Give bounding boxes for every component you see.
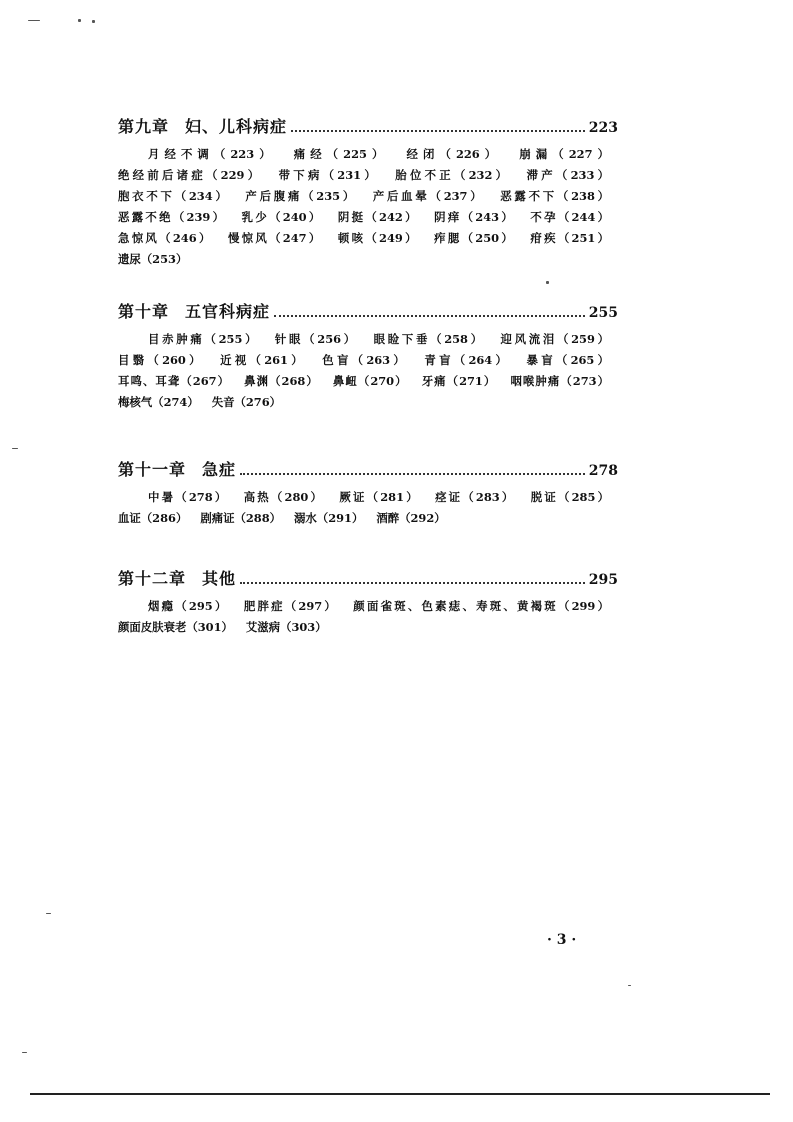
- toc-entry[interactable]: 疳疾（251）: [530, 231, 610, 245]
- chapter-page: 295: [588, 572, 618, 588]
- toc-entry[interactable]: 痛经（225）: [293, 147, 389, 161]
- toc-entry[interactable]: 阴挺（242）: [337, 210, 419, 224]
- toc-entry[interactable]: 绝经前后诸症（229）: [118, 168, 263, 182]
- entry-list: [118, 144, 618, 270]
- toc-entry[interactable]: 经闭（226）: [406, 147, 502, 161]
- scan-speck: [92, 20, 95, 23]
- dot-leader: [240, 472, 585, 475]
- toc-entry[interactable]: 艾滋病（303）: [245, 620, 327, 634]
- chapter-heading[interactable]: [118, 114, 618, 138]
- scan-speck: [628, 985, 631, 986]
- chapter-number: 第十一章: [118, 460, 187, 479]
- chapter-number: 第十二章: [118, 569, 187, 588]
- toc-entry[interactable]: 不孕（244）: [530, 210, 610, 224]
- toc-entry[interactable]: 慢惊风（247）: [227, 231, 323, 245]
- toc-entry[interactable]: 酒醉（292）: [376, 511, 446, 525]
- toc-entry[interactable]: 鼻渊（268）: [244, 374, 319, 388]
- chapter-number: 第九章: [118, 117, 170, 136]
- chapter-title: 妇、儿科病症: [185, 117, 288, 136]
- scan-speck: [12, 448, 18, 449]
- scan-speck: [28, 20, 40, 21]
- chapter-page: 278: [588, 463, 618, 479]
- chapter-page: 223: [588, 120, 618, 136]
- toc-entry[interactable]: 失音（276）: [211, 395, 282, 409]
- chapter-10: [118, 299, 618, 413]
- scan-speck: [46, 913, 51, 914]
- dot-leader: [291, 129, 585, 132]
- toc-entry[interactable]: 目翳（260）: [118, 353, 204, 367]
- toc-entry[interactable]: 恶露不绝（239）: [118, 210, 227, 224]
- toc-entry[interactable]: 剧痛证（288）: [200, 511, 282, 525]
- dot-leader: [240, 581, 585, 584]
- scan-speck: [22, 1052, 27, 1053]
- toc-entry[interactable]: 顿咳（249）: [337, 231, 419, 245]
- chapter-number: 第十章: [118, 302, 170, 321]
- toc-entry[interactable]: 青盲（264）: [424, 353, 511, 367]
- toc-entry[interactable]: 脱证（285）: [530, 490, 610, 504]
- chapter-heading[interactable]: [118, 566, 618, 590]
- toc-entry[interactable]: 胎位不正（232）: [395, 168, 511, 182]
- toc-entry[interactable]: 产后腹痛（235）: [245, 189, 358, 203]
- toc-entry[interactable]: 颜面皮肤衰老（301）: [118, 620, 233, 634]
- toc-entry[interactable]: 遗尿（253）: [118, 252, 188, 266]
- toc-entry[interactable]: 血证（286）: [118, 511, 188, 525]
- chapter-title: 五官科病症: [185, 302, 271, 321]
- toc-entry[interactable]: 带下病（231）: [278, 168, 380, 182]
- toc-entry[interactable]: 眼睑下垂（258）: [373, 332, 485, 346]
- scan-speck: [546, 281, 549, 284]
- toc-entry[interactable]: 梅核气（274）: [118, 395, 199, 409]
- toc-entry[interactable]: 月经不调（223）: [148, 147, 276, 161]
- toc-entry[interactable]: 色盲（263）: [322, 353, 409, 367]
- toc-entry[interactable]: 牙痛（271）: [421, 374, 497, 388]
- toc-entry[interactable]: 中暑（278）: [148, 490, 229, 504]
- toc-entry[interactable]: 肥胖症（297）: [243, 599, 339, 613]
- page-number: · 3 ·: [547, 932, 577, 948]
- chapter-heading[interactable]: [118, 299, 618, 323]
- toc-entry[interactable]: 痉证（283）: [435, 490, 516, 504]
- toc-entry[interactable]: 咽喉肿痛（273）: [510, 374, 610, 388]
- chapter-heading[interactable]: [118, 457, 618, 481]
- toc-entry[interactable]: 目赤肿痛（255）: [148, 332, 260, 346]
- toc-entry[interactable]: 痄腮（250）: [434, 231, 516, 245]
- toc-entry[interactable]: 近视（261）: [220, 353, 306, 367]
- toc-entry[interactable]: 高热（280）: [243, 490, 325, 504]
- toc-entry[interactable]: 恶露不下（238）: [500, 189, 610, 203]
- chapter-title: 其他: [202, 569, 237, 588]
- toc-entry[interactable]: 阴痒（243）: [434, 210, 516, 224]
- chapter-9: [118, 114, 618, 270]
- entry-list: [118, 487, 618, 529]
- toc-entry[interactable]: 急惊风（246）: [118, 231, 213, 245]
- chapter-12: [118, 566, 618, 638]
- toc-entry[interactable]: 厥证（281）: [339, 490, 420, 504]
- toc-entry[interactable]: 溺水（291）: [294, 511, 364, 525]
- bottom-rule: [30, 1093, 770, 1095]
- scan-speck: [78, 19, 81, 22]
- entry-list: [118, 596, 618, 638]
- toc-entry[interactable]: 滞产（233）: [526, 168, 610, 182]
- toc-entry[interactable]: 乳少（240）: [241, 210, 323, 224]
- chapter-page: 255: [588, 305, 618, 321]
- toc-entry[interactable]: 颜面雀斑、色素痣、寿斑、黄褐斑（299）: [353, 599, 610, 613]
- chapter-title: 急症: [202, 460, 237, 479]
- toc-entry[interactable]: 暴盲（265）: [526, 353, 610, 367]
- toc-entry[interactable]: 产后血晕（237）: [372, 189, 485, 203]
- entry-list: [118, 329, 618, 413]
- toc-entry[interactable]: 鼻衄（270）: [332, 374, 408, 388]
- chapter-11: [118, 457, 618, 529]
- toc-entry[interactable]: 崩漏（227）: [519, 147, 609, 161]
- toc-entry[interactable]: 烟瘾（295）: [148, 599, 229, 613]
- dot-leader: [274, 314, 585, 317]
- toc-entry[interactable]: 迎风流泪（259）: [500, 332, 610, 346]
- toc-entry[interactable]: 耳鸣、耳聋（267）: [118, 374, 231, 388]
- toc-entry[interactable]: 针眼（256）: [274, 332, 358, 346]
- toc-entry[interactable]: 胞衣不下（234）: [118, 189, 230, 203]
